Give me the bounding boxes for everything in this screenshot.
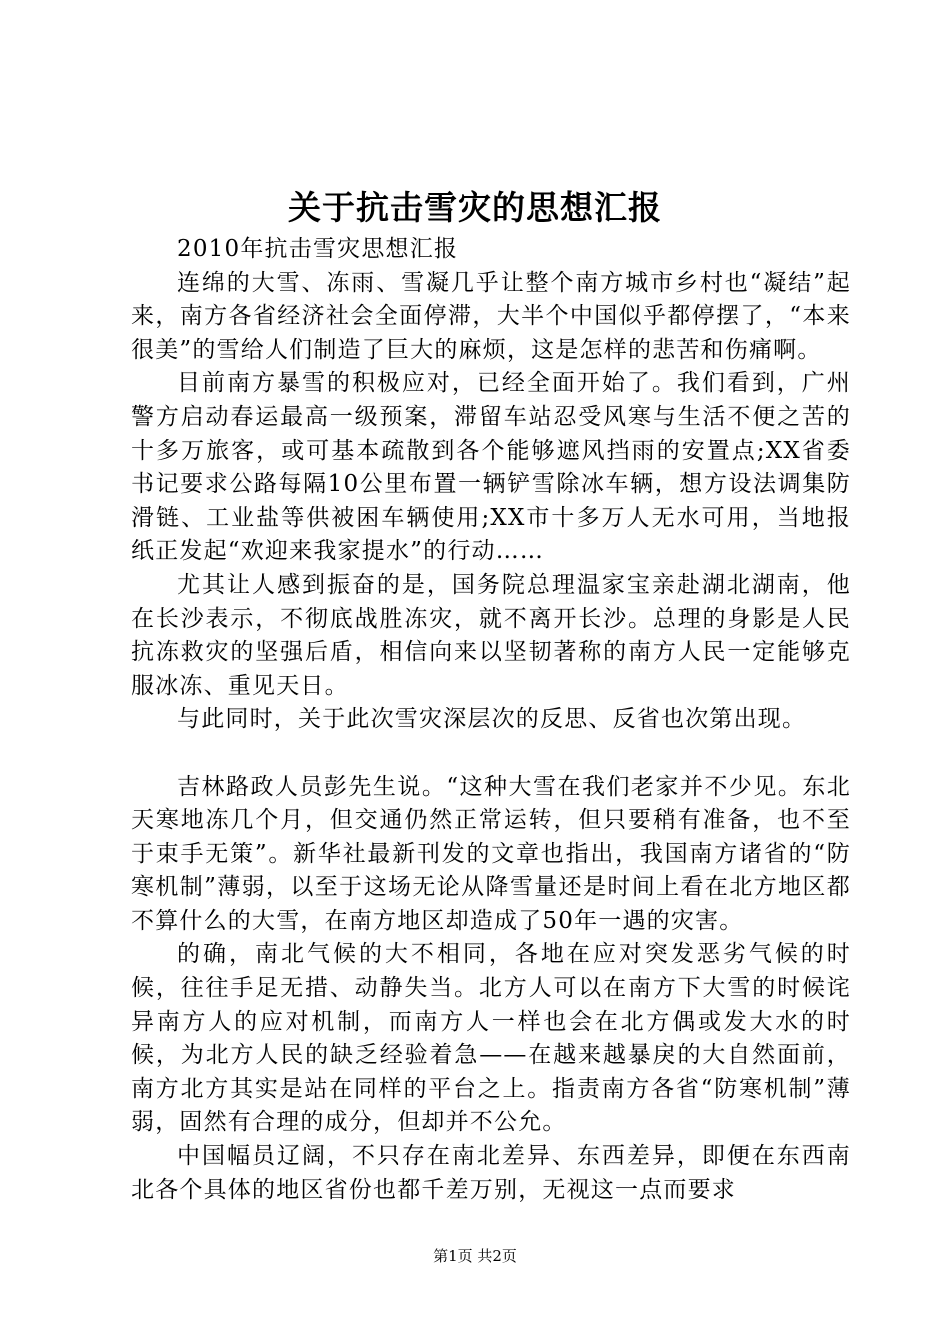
- paragraph: 与此同时，关于此次雪灾深层次的反思、反省也次第出现。: [177, 706, 807, 733]
- paragraph: 吉林路政人员彭先生说。“这种大雪在我们老家并不少见。东北天寒地冻几个月，但交通仍然正常运转，但只要稍有准备，也不至于束手无策”。新华社最新刊发的文章也指出，我国南方诸省的“防寒机制”薄弱，以至于这场无论从降雪量还是时间上看在北方地区都不算什么的大雪，在南方地区却造成了50年一遇的灾害。: [131, 773, 851, 934]
- paragraph: 目前南方暴雪的积极应对，已经全面开始了。我们看到，广州警方启动春运最高一级预案，滞留车站忍受风寒与生活不便之苦的十多万旅客，或可基本疏散到各个能够遮风挡雨的安置点;XX省委书记要求公路每隔10公里布置一辆铲雪除冰车辆，想方设法调集防滑链、工业盐等供被困车辆使用;XX市十多万人无水可用，当地报纸正发起“欢迎来我家提水”的行动……: [131, 370, 851, 565]
- paragraph: 的确，南北气候的大不相同，各地在应对突发恶劣气候的时候，往往手足无措、动静失当。北方人可以在南方下大雪的时候诧异南方人的应对机制，而南方人一样也会在北方偶或发大水的时候，为北方人民的缺乏经验着急——在越来越暴戾的大自然面前，南方北方其实是站在同样的平台之上。指责南方各省“防寒机制”薄弱，固然有合理的成分，但却并不公允。: [131, 941, 851, 1136]
- paragraph: 中国幅员辽阔，不只存在南北差异、东西差异，即便在东西南北各个具体的地区省份也都千差万别，无视这一点而要求: [131, 1143, 851, 1203]
- paragraph: 连绵的大雪、冻雨、雪凝几乎让整个南方城市乡村也“凝结”起来，南方各省经济社会全面停滞，大半个中国似乎都停摆了，“本来很美”的雪给人们制造了巨大的麻烦，这是怎样的悲苦和伤痛啊。: [131, 269, 851, 363]
- document-body: [131, 233, 851, 1207]
- page-footer: 第1页 共2页: [433, 1247, 517, 1265]
- paragraph: 尤其让人感到振奋的是，国务院总理温家宝亲赴湖北湖南，他在长沙表示，不彻底战胜冻灾，就不离开长沙。总理的身影是人民抗冻救灾的坚强后盾，相信向来以坚韧著称的南方人民一定能够克服冰冻、重见天日。: [131, 571, 851, 699]
- document-title: 关于抗击雪灾的思想汇报: [288, 188, 662, 227]
- paragraph-subtitle: 2010年抗击雪灾思想汇报: [177, 236, 459, 262]
